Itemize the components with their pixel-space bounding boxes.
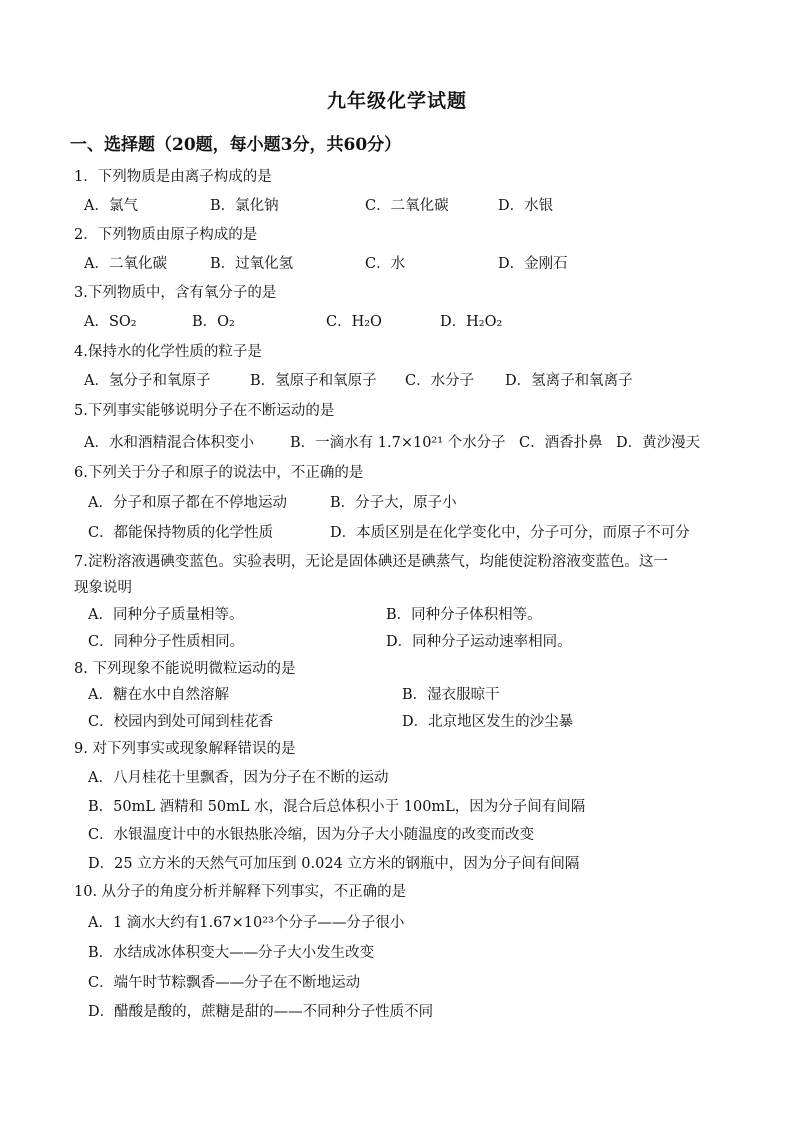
question-6-option-b: B．分子大，原子小 [330,495,457,511]
question-2-option-a: A．二氧化碳 [84,256,167,272]
question-1-option-c: C．二氧化碳 [365,198,449,214]
question-1-option-d: D．水银 [498,198,554,214]
question-8-stem: 8. 下列现象不能说明微粒运动的是 [74,661,296,677]
question-6-stem: 6.下列关于分子和原子的说法中，不正确的是 [74,465,364,481]
question-8-option-c: C．校园内到处可闻到桂花香 [88,714,274,730]
question-9-stem: 9. 对下列事实或现象解释错误的是 [74,741,296,757]
question-10-option-a: A．1 滴水大约有1.67×10²³个分子——分子很小 [88,915,405,931]
question-5-option-b: B．一滴水有 1.7×10²¹ 个水分子 [290,435,506,451]
question-6-option-d: D．本质区别是在化学变化中，分子可分，而原子不可分 [330,525,690,541]
question-9-option-b: B．50mL 酒精和 50mL 水，混合后总体积小于 100mL，因为分子间有间隔 [88,799,586,815]
question-9-option-d: D．25 立方米的天然气可加压到 0.024 立方米的钢瓶中，因为分子间有间隔 [88,856,580,872]
question-7-stem-line-1: 7.淀粉溶液遇碘变蓝色。实验表明，无论是固体碘还是碘蒸气，均能使淀粉溶液变蓝色。这一 [74,554,668,570]
question-7-option-c: C．同种分子性质相同。 [88,634,245,650]
question-2-option-d: D．金刚石 [498,256,568,272]
question-7-option-a: A．同种分子质量相等。 [88,607,244,623]
question-3-option-a: A．SO₂ [84,314,137,330]
question-3-option-c: C．H₂O [326,314,382,330]
question-4-option-a: A．氢分子和氧原子 [84,373,211,389]
question-6-option-a: A．分子和原子都在不停地运动 [88,495,287,511]
question-5-stem: 5.下列事实能够说明分子在不断运动的是 [74,403,335,419]
question-3-stem: 3.下列物质中，含有氧分子的是 [74,285,277,301]
question-1-option-a: A．氯气 [84,198,138,214]
question-4-option-d: D．氢离子和氧离子 [505,373,633,389]
question-10-stem: 10. 从分子的角度分析并解释下列事实，不正确的是 [74,884,407,900]
question-2-option-b: B．过氧化氢 [210,256,294,272]
question-5-option-a: A．水和酒精混合体积变小 [84,435,254,451]
section-heading: 一、选择题（20题，每小题3分，共60分） [70,135,402,155]
question-2-option-c: C．水 [365,256,406,272]
question-7-option-d: D．同种分子运动速率相同。 [386,634,572,650]
question-8-option-a: A．糖在水中自然溶解 [88,687,229,703]
question-8-option-d: D．北京地区发生的沙尘暴 [402,714,574,730]
page-title: 九年级化学试题 [326,90,467,112]
question-10-option-c: C．端午时节粽飘香——分子在不断地运动 [88,975,361,991]
question-4-option-c: C．水分子 [405,373,475,389]
question-7-option-b: B．同种分子体积相等。 [386,607,542,623]
question-9-option-a: A．八月桂花十里飘香，因为分子在不断的运动 [88,770,389,786]
question-2-stem: 2．下列物质由原子构成的是 [74,227,258,243]
question-4-option-b: B．氢原子和氧原子 [250,373,377,389]
question-6-option-c: C．都能保持物质的化学性质 [88,525,274,541]
question-8-option-b: B．湿衣服晾干 [402,687,500,703]
question-3-option-d: D．H₂O₂ [440,314,503,330]
question-5-option-c: C．酒香扑鼻 [519,435,603,451]
question-7-stem-line-2: 现象说明 [74,580,132,596]
question-4-stem: 4.保持水的化学性质的粒子是 [74,344,262,360]
question-1-stem: 1．下列物质是由离子构成的是 [74,169,272,185]
question-10-option-b: B．水结成冰体积变大——分子大小发生改变 [88,945,375,961]
question-10-option-d: D．醋酸是酸的，蔗糖是甜的——不同种分子性质不同 [88,1004,434,1020]
question-3-option-b: B．O₂ [192,314,235,330]
question-5-option-d: D．黄沙漫天 [616,435,701,451]
question-1-option-b: B．氯化钠 [210,198,279,214]
question-9-option-c: C．水银温度计中的水银热胀冷缩，因为分子大小随温度的改变而改变 [88,827,535,843]
